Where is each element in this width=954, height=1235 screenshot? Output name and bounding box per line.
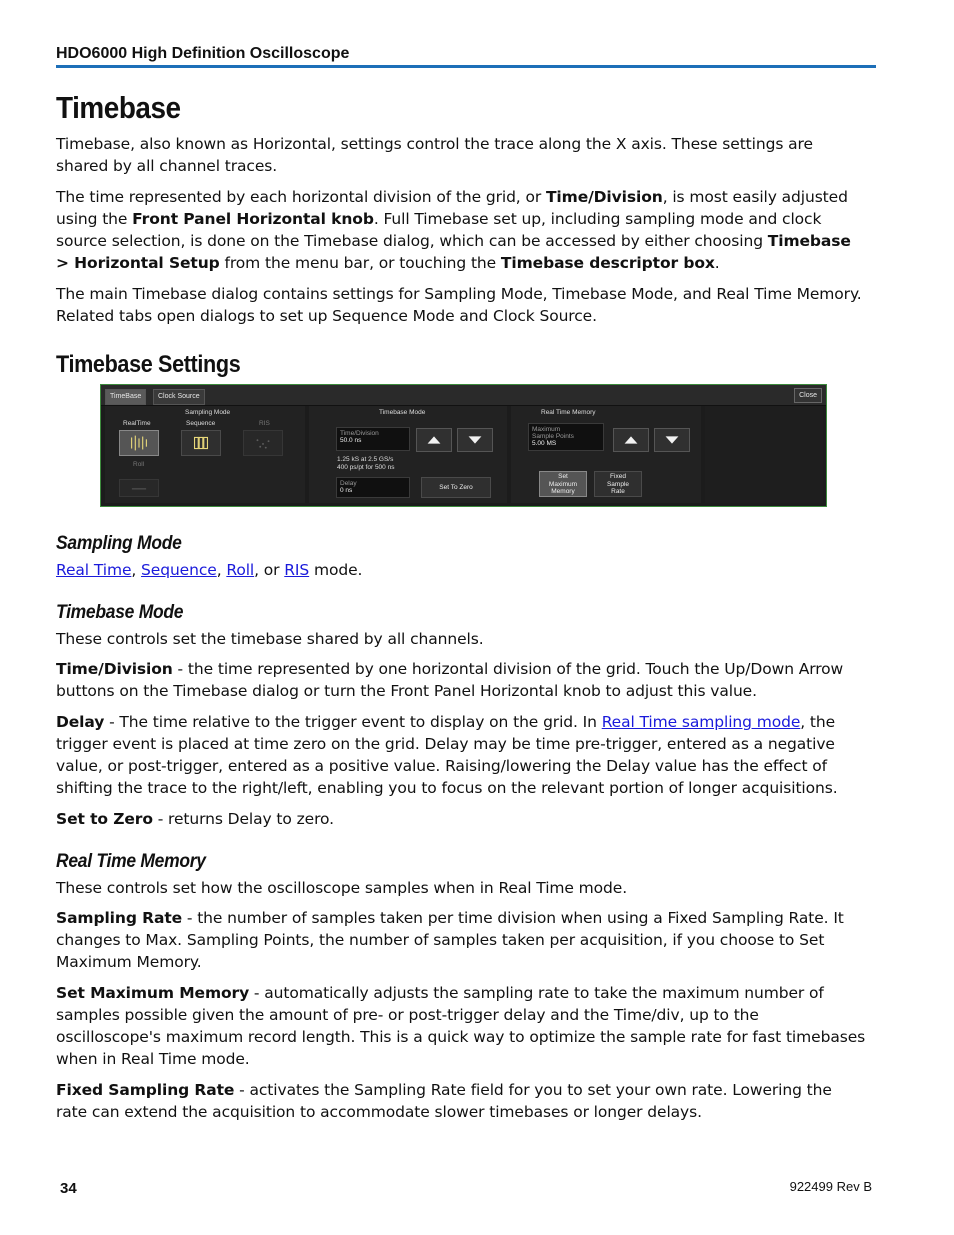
real-time-memory-intro: These controls set how the oscilloscope samples when in Real Time mode. (56, 879, 628, 897)
set-to-zero-paragraph: Set to Zero - returns Delay to zero. (56, 810, 334, 828)
link-ris[interactable]: RIS (284, 561, 310, 579)
max-caption-2: Sample Points (532, 433, 574, 440)
document-revision: 922499 Rev B (789, 1179, 872, 1194)
set-max-line-3: Memory (551, 488, 575, 495)
realtime-button[interactable] (119, 430, 159, 456)
time-division-field[interactable] (336, 427, 410, 451)
rate-line-2: 400 ps/pt for 500 ns (337, 464, 395, 471)
fixed-sample-rate-button[interactable] (594, 471, 642, 497)
realtime-icon (120, 431, 158, 455)
running-header: HDO6000 High Definition Oscilloscope (56, 45, 350, 62)
ris-icon (244, 431, 282, 455)
realtime-label: RealTime (123, 420, 151, 427)
delay-field[interactable] (336, 477, 410, 498)
sampling-mode-label: Sampling Mode (185, 409, 231, 416)
intro-paragraph-1: Timebase, also known as Horizontal, settings control the trace along the X axis. These settings are shared by all channel traces. (56, 135, 813, 175)
max-sample-points-value: 5.00 MS (532, 440, 557, 447)
set-max-line-2: Maximum (548, 480, 578, 488)
arrow-down-icon (458, 429, 492, 451)
delay-paragraph: Delay - The time relative to the trigger event to display on the grid. In Real Time sampling mode, the trigger event is placed at time zero on the grid. Delay may be time pre-trigger, entered as a negative value, or post-trigger, entered as a positive value. Raising/lowering the Delay value has the effect of shifting the trace to the right/left, enabling you to focus on the relevant portion of longer acquisitions. (56, 713, 838, 797)
memory-up-button[interactable] (613, 428, 649, 452)
roll-icon (120, 480, 158, 496)
sequence-label: Sequence (186, 420, 216, 427)
timebase-mode-heading: Timebase Mode (56, 602, 184, 623)
arrow-up-icon (417, 429, 451, 451)
empty-panel (705, 406, 823, 503)
timebase-dialog-image (100, 384, 827, 507)
tab-timebase[interactable]: TimeBase (105, 389, 146, 405)
time-division-down-button[interactable] (457, 428, 493, 452)
time-division-value: 50.0 ns (340, 437, 362, 444)
fixed-line-2: Sample (606, 480, 630, 488)
link-real-time-sampling-mode[interactable]: Real Time sampling mode (601, 713, 801, 731)
real-time-memory-heading: Real Time Memory (56, 851, 206, 872)
max-caption-1: Maximum (532, 426, 561, 433)
real-time-memory-label: Real Time Memory (541, 409, 596, 416)
ris-label: RIS (259, 420, 270, 427)
sequence-button[interactable] (181, 430, 221, 456)
tab-clock-source[interactable]: Clock Source (153, 389, 205, 405)
intro-paragraph-3: The main Timebase dialog contains settings for Sampling Mode, Timebase Mode, and Real Time Memory. Related tabs open dialogs to set up Sequence Mode and Clock Source. (56, 285, 862, 325)
sampling-mode-heading: Sampling Mode (56, 533, 182, 554)
fixed-line-3: Rate (611, 488, 625, 495)
max-sample-points-field[interactable] (528, 423, 604, 451)
fixed-sampling-rate-paragraph: Fixed Sampling Rate - activates the Sampling Rate field for you to set your own rate. Lowering the rate can extend the acquisition to accommodate slower timebases or longer delays. (56, 1081, 832, 1121)
ris-button[interactable] (243, 430, 283, 456)
roll-label: Roll (133, 461, 145, 468)
link-sequence[interactable]: Sequence (141, 561, 217, 579)
page-number: 34 (60, 1180, 77, 1197)
sampling-rate-paragraph: Sampling Rate - the number of samples taken per time division when using a Fixed Sampling Rate. It changes to Max. Sampling Points, the number of samples taken per acquisition, if you choose to Set Maximum Memory. (56, 909, 844, 971)
set-to-zero-button[interactable]: Set To Zero (421, 477, 491, 498)
roll-button[interactable] (119, 479, 159, 497)
time-division-up-button[interactable] (416, 428, 452, 452)
timebase-mode-intro: These controls set the timebase shared by all channels. (56, 630, 484, 648)
time-division-caption: Time/Division (340, 430, 379, 437)
dialog-tab-bar (101, 385, 826, 406)
memory-down-button[interactable] (654, 428, 690, 452)
page-title: Timebase (56, 90, 181, 125)
set-maximum-memory-paragraph: Set Maximum Memory - automatically adjusts the sampling rate to take the maximum number of samples possible given the amount of pre- or post-trigger delay and the Time/div, up to the oscilloscope's maximum record length. This is a quick way to optimize the sample rate for fast timebases when in Real Time mode. (56, 984, 866, 1068)
link-real-time[interactable]: Real Time (56, 561, 132, 579)
close-button[interactable]: Close (794, 388, 822, 403)
set-maximum-memory-button[interactable] (539, 471, 587, 497)
settings-heading: Timebase Settings (56, 351, 241, 378)
fixed-line-1: Fixed (610, 473, 626, 480)
delay-value: 0 ns (340, 487, 353, 494)
arrow-up-icon (614, 429, 648, 451)
intro-paragraph-2: The time represented by each horizontal division of the grid, or Time/Division, is most easily adjusted using the Front Panel Horizontal knob. Full Timebase set up, including sampling mode and clock source selection, is done on the Timebase dialog, which can be accessed by either choosing Timebase > Horizontal Setup from the menu bar, or touching the Timebase descriptor box. (56, 188, 851, 272)
rate-line-1: 1.25 kS at 2.5 GS/s (337, 456, 394, 463)
sequence-icon (182, 431, 220, 455)
sampling-mode-paragraph: Real Time, Sequence, Roll, or RIS mode. (56, 561, 363, 579)
arrow-down-icon (655, 429, 689, 451)
timebase-mode-label: Timebase Mode (379, 409, 426, 416)
time-division-paragraph: Time/Division - the time represented by one horizontal division of the grid. Touch the Up/Down Arrow buttons on the Timebase dialog or turn the Front Panel Horizontal knob to adjust this value. (56, 660, 844, 700)
set-max-line-1: Set (558, 473, 568, 480)
header-rule (56, 65, 876, 68)
delay-caption: Delay (340, 480, 357, 487)
link-roll[interactable]: Roll (226, 561, 255, 579)
